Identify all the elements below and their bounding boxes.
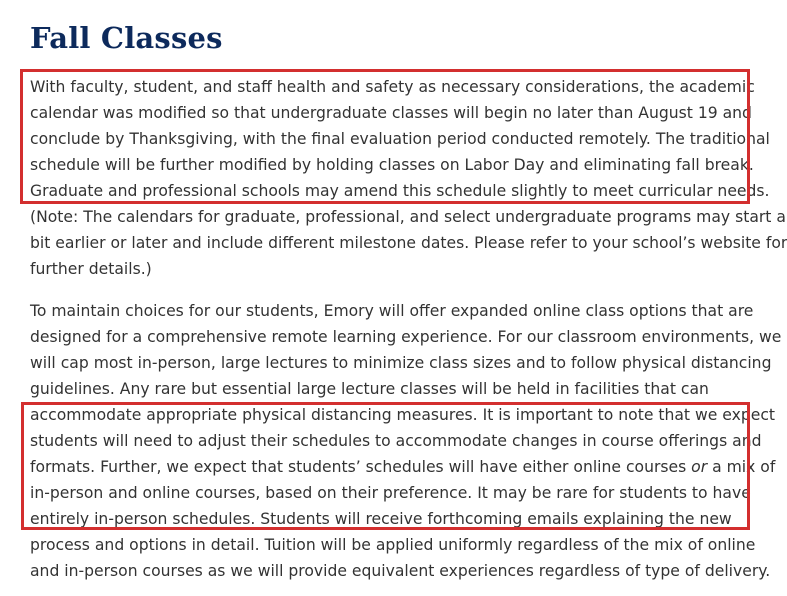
paragraph2-line-4: guidelines. Any rare but essential large lecture classes will be held in facilities that can xyxy=(30,380,709,398)
paragraph2-line-10: process and options in detail. Tuition will be applied uniformly regardless of the mix of online xyxy=(30,536,756,554)
paragraph1-line-8: further details.) xyxy=(30,260,152,278)
paragraph1-line-5: Graduate and professional schools may amend this schedule slightly to meet curricular needs. xyxy=(30,182,770,200)
paragraph2-line-11: and in-person courses as we will provide equivalent experiences regardless of type of delivery. xyxy=(30,562,771,580)
paragraph1-line-2: calendar was modified so that undergraduate classes will begin no later than August 19 and xyxy=(30,104,752,122)
paragraph2-line-5: accommodate appropriate physical distancing measures. It is important to note that we expect xyxy=(30,406,776,424)
paragraph2-line-7-start: formats. Further, we expect that students’ schedules will have either online courses xyxy=(30,458,692,476)
paragraph1-line-7: bit earlier or later and include different milestone dates. Please refer to your school’s website for xyxy=(30,234,787,252)
page-title: Fall Classes xyxy=(30,21,223,55)
paragraph2-line-7 xyxy=(30,454,775,480)
paragraph2-line-2: designed for a comprehensive remote learning experience. For our classroom environments, we xyxy=(30,328,782,346)
paragraph2-line-8: in-person and online courses, based on their preference. It may be rare for students to have xyxy=(30,484,751,502)
paragraph1-line-1: With faculty, student, and staff health and safety as necessary considerations, the academic xyxy=(30,78,755,96)
paragraph2-line-1: To maintain choices for our students, Emory will offer expanded online class options that are xyxy=(30,302,754,320)
paragraph1-line-4: schedule will be further modified by holding classes on Labor Day and eliminating fall break. xyxy=(30,156,754,174)
paragraph1-line-6: (Note: The calendars for graduate, professional, and select undergraduate programs may start a xyxy=(30,208,786,226)
paragraph2-line-9: entirely in-person schedules. Students will receive forthcoming emails explaining the new xyxy=(30,510,732,528)
emphasis-or: or xyxy=(691,458,708,476)
paragraph2-line-6: students will need to adjust their schedules to accommodate changes in course offerings and xyxy=(30,432,762,450)
paragraph2-line-3: will cap most in-person, large lectures to minimize class sizes and to follow physical distancing xyxy=(30,354,772,372)
paragraph2-line-7-end: a mix of xyxy=(707,458,776,476)
paragraph1-line-3: conclude by Thanksgiving, with the final evaluation period conducted remotely. The traditional xyxy=(30,130,770,148)
